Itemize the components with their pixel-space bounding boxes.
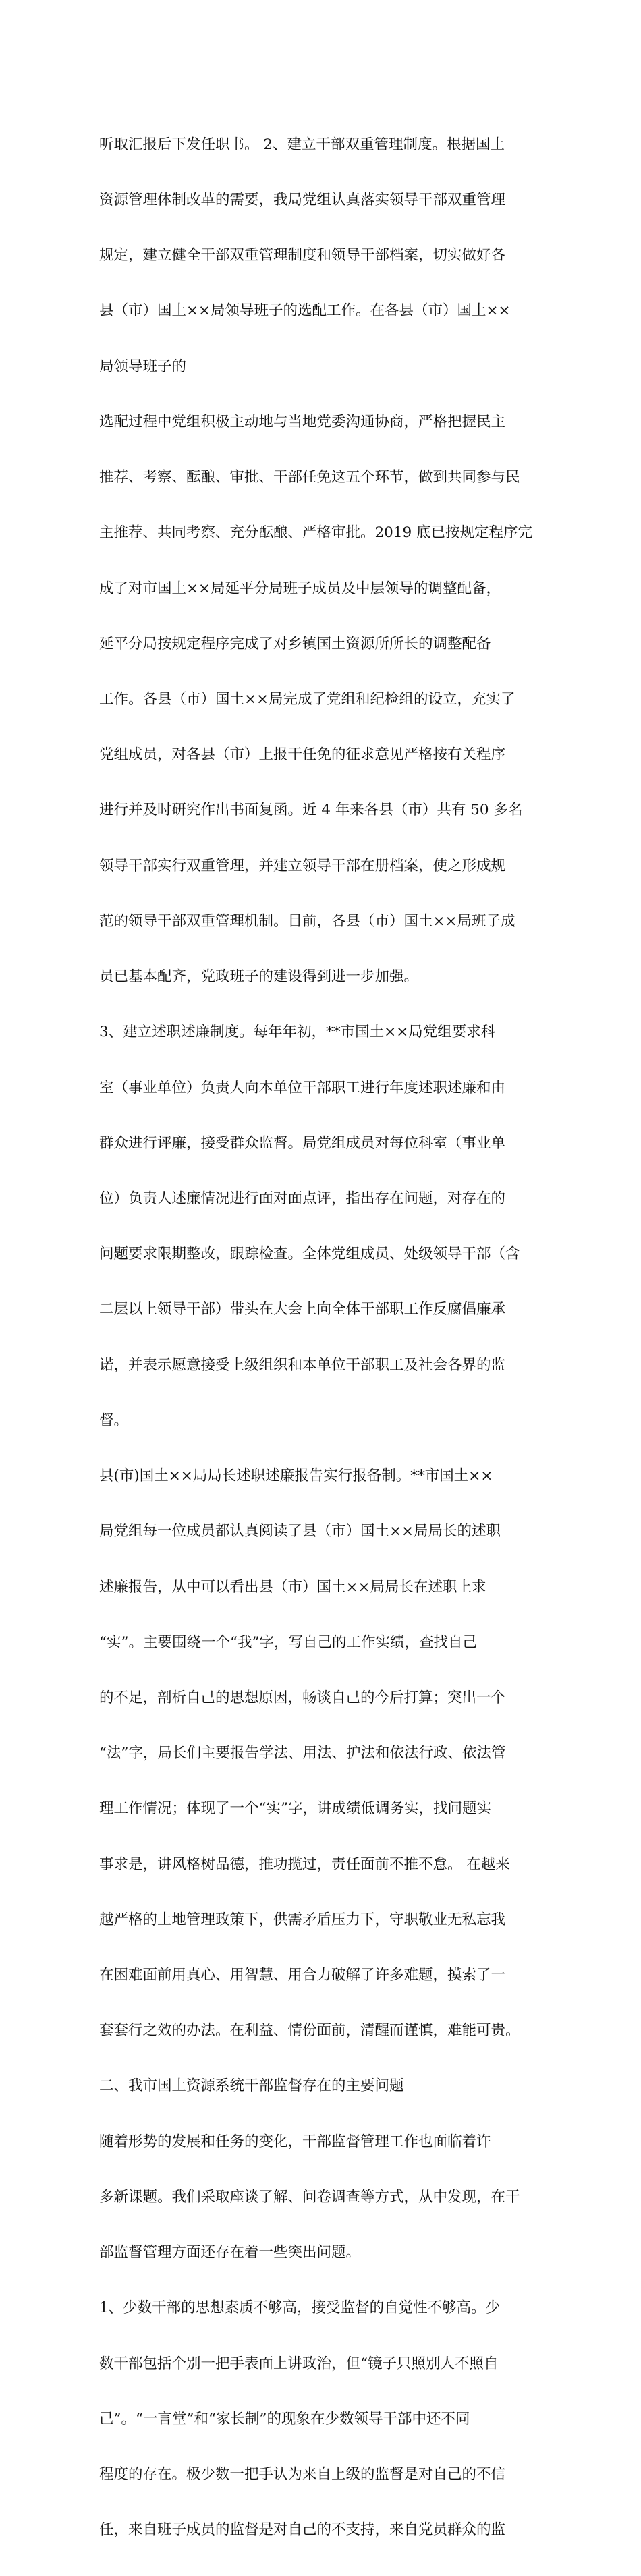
text-line: 数干部包括个别一把手表面上讲政治，但“镜子只照别人不照自: [99, 2355, 499, 2372]
text-line: 述廉报告，从中可以看出县（市）国土××局局长在述职上求: [99, 1578, 486, 1596]
text-line: 主推荐、共同考察、充分酝酿、严格审批。2019 底已按规定程序完: [99, 524, 533, 542]
document-body: [99, 99, 546, 2576]
text-line: 理工作情况；体现了一个“实”字，讲成绩低调务实，找问题实: [99, 1800, 491, 1818]
text-line: 事求是，讲风格树品德，推功揽过，责任面前不推不怠。 在越来: [99, 1855, 510, 1873]
text-line: 在困难面前用真心、用智慧、用合力破解了许多难题，摸索了一: [99, 1967, 506, 1984]
text-line: 多新课题。我们采取座谈了解、问卷调查等方式，从中发现，在干: [99, 2188, 520, 2206]
text-line: 的不足，剖析自己的思想原因，畅谈自己的今后打算；突出一个: [99, 1689, 506, 1706]
text-line: 诺，并表示愿意接受上级组织和本单位干部职工及社会各界的监: [99, 1356, 506, 1374]
text-line: 工作。各县（市）国土××局完成了党组和纪检组的设立，充实了: [99, 691, 515, 708]
text-line: 选配过程中党组积极主动地与当地党委沟通协商，严格把握民主: [99, 413, 506, 430]
text-line: 县(市)国土××局局长述职述廉报告实行报备制。**市国土××: [99, 1467, 493, 1485]
text-line: 问题要求限期整改，跟踪检查。全体党组成员、处级领导干部（含: [99, 1245, 520, 1263]
text-line: 领导干部实行双重管理，并建立领导干部在册档案，使之形成规: [99, 857, 506, 874]
text-line: 越严格的土地管理政策下，供需矛盾压力下，守职敬业无私忘我: [99, 1911, 506, 1928]
text-line: 部监督管理方面还存在着一些突出问题。: [99, 2244, 361, 2262]
text-line: “实”。主要围绕一个“我”字，写自己的工作实绩，查找自己: [99, 1633, 477, 1651]
section-heading: 二、我市国土资源系统干部监督存在的主要问题: [99, 2077, 404, 2095]
text-line: 成了对市国土××局延平分局班子成员及中层领导的调整配备，: [99, 580, 501, 597]
text-line: 范的领导干部双重管理机制。目前，各县（市）国土××局班子成: [99, 912, 515, 930]
text-line: 随着形势的发展和任务的变化，干部监督管理工作也面临着许: [99, 2133, 491, 2150]
text-line: 任，来自班子成员的监督是对自己的不支持，来自党员群众的监: [99, 2521, 506, 2539]
text-line: 位）负责人述廉情况进行面对面点评，指出存在问题，对存在的: [99, 1189, 506, 1207]
text-line: 规定，建立健全干部双重管理制度和领导干部档案，切实做好各: [99, 247, 506, 264]
text-line: 推荐、考察、酝酿、审批、干部任免这五个环节，做到共同参与民: [99, 469, 520, 486]
text-line: 二层以上领导干部）带头在大会上向全体干部职工作反腐倡廉承: [99, 1301, 506, 1318]
text-line: 1、少数干部的思想素质不够高，接受监督的自觉性不够高。少: [99, 2299, 501, 2317]
text-line: 局领导班子的: [99, 358, 187, 375]
text-line: 室（事业单位）负责人向本单位干部职工进行年度述职述廉和由: [99, 1079, 506, 1096]
text-line: 局党组每一位成员都认真阅读了县（市）国土××局局长的述职: [99, 1523, 501, 1540]
text-line: 程度的存在。极少数一把手认为来自上级的监督是对自己的不信: [99, 2466, 506, 2483]
text-line: 延平分局按规定程序完成了对乡镇国土资源所所长的调整配备: [99, 635, 491, 652]
text-line: 督。: [99, 1411, 129, 1429]
text-line: 资源管理体制改革的需要，我局党组认真落实领导干部双重管理: [99, 192, 506, 209]
text-line: 套套行之效的办法。在利益、情份面前，清醒而谨慎，难能可贵。: [99, 2022, 520, 2040]
text-line: “法”字，局长们主要报告学法、用法、护法和依法行政、依法管: [99, 1745, 506, 1762]
text-line: 县（市）国土××局领导班子的选配工作。在各县（市）国土××: [99, 302, 511, 320]
text-line: 听取汇报后下发任职书。 2、建立干部双重管理制度。根据国土: [99, 136, 505, 153]
text-line: 群众进行评廉，接受群众监督。局党组成员对每位科室（事业单: [99, 1134, 506, 1152]
text-line: 员已基本配齐，党政班子的建设得到进一步加强。: [99, 968, 419, 986]
text-line: 3、建立述职述廉制度。每年年初，**市国土××局党组要求科: [99, 1024, 496, 1041]
text-line: 党组成员，对各县（市）上报干任免的征求意见严格按有关程序: [99, 746, 506, 764]
text-line: 进行并及时研究作出书面复函。近 4 年来各县（市）共有 50 多名: [99, 802, 523, 819]
text-line: 己”。“一言堂”和“家长制”的现象在少数领导干部中还不同: [99, 2410, 470, 2428]
document-text: [99, 99, 546, 2576]
